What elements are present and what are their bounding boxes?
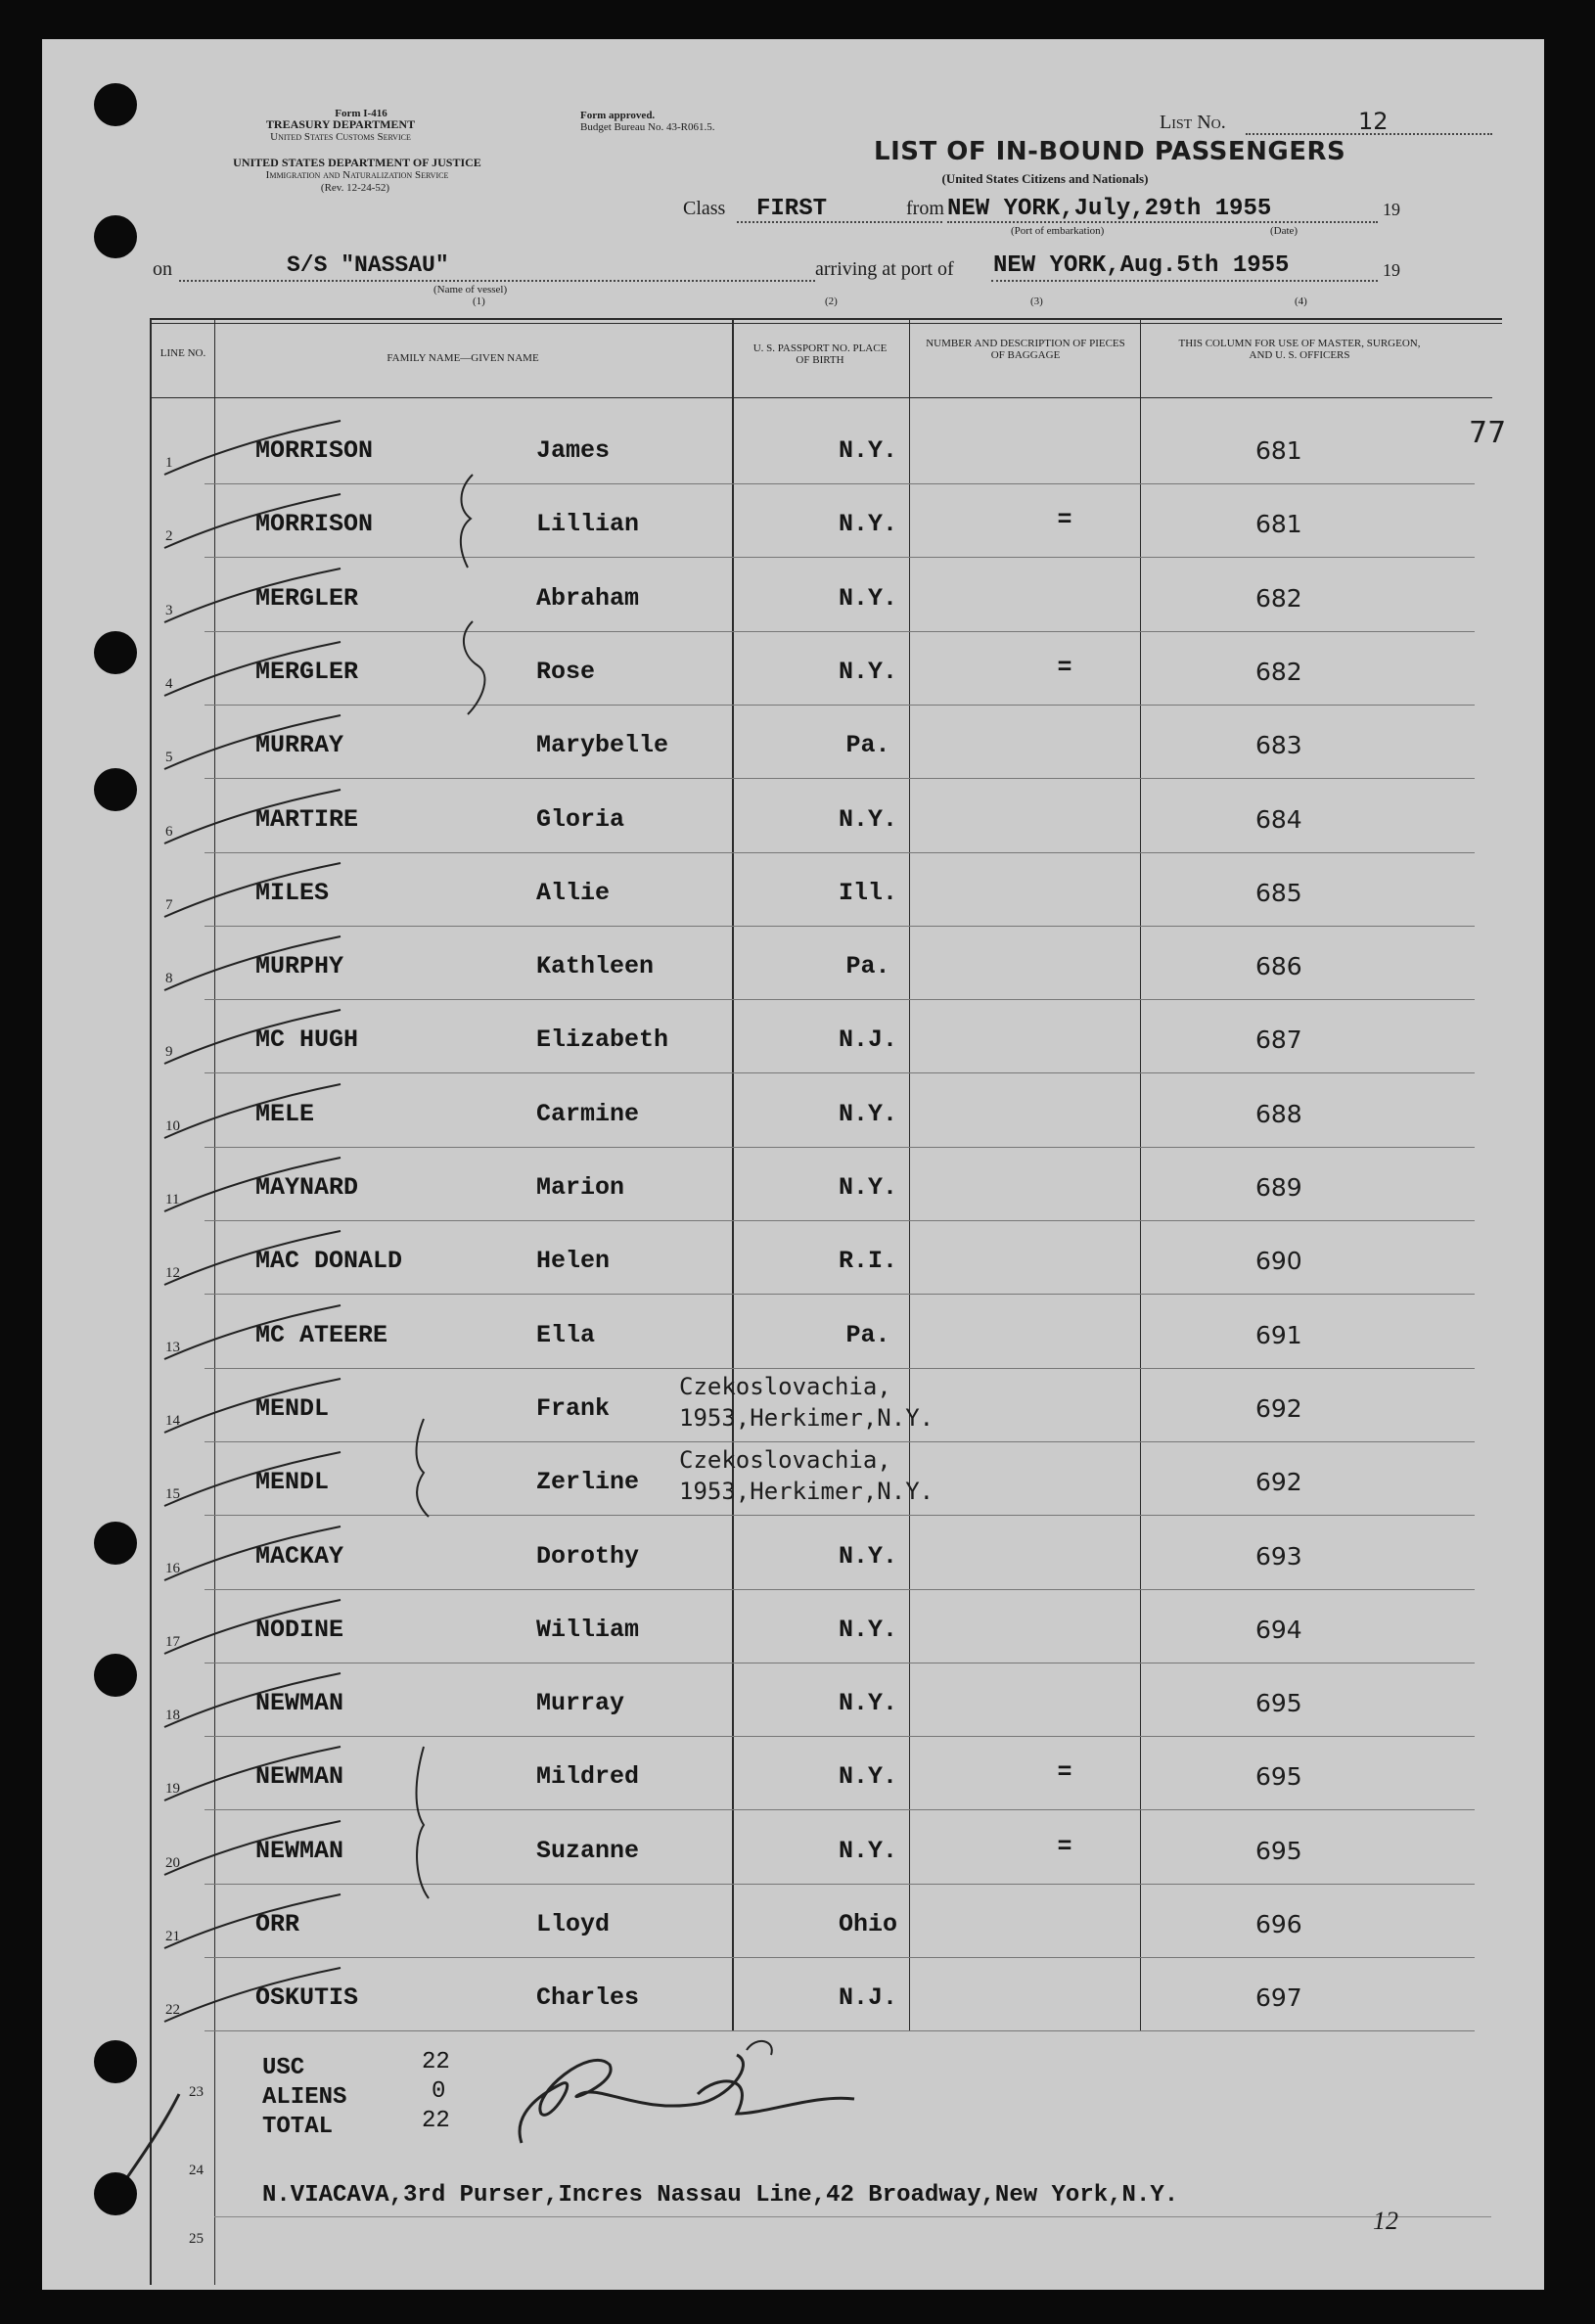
check-stroke (160, 1447, 345, 1516)
family-name: MURPHY (255, 952, 344, 981)
baggage-mark: = (1057, 506, 1072, 535)
line-number: 3 (165, 602, 173, 618)
binder-hole (94, 2172, 137, 2215)
line-number: 5 (165, 750, 173, 766)
given-name: Marybelle (536, 731, 669, 760)
line-number: 8 (165, 971, 173, 987)
check-stroke (160, 1005, 345, 1073)
officer-number: 692 (1255, 1393, 1302, 1423)
family-name: MAYNARD (255, 1173, 359, 1202)
given-name: William (536, 1615, 640, 1644)
given-name: Lillian (536, 510, 640, 539)
line-no-25: 25 (189, 2231, 204, 2247)
place-of-birth: Ill. (838, 878, 897, 907)
page-mark: 77 (1469, 416, 1507, 450)
usc-label: USC (262, 2055, 305, 2081)
bracket-morrison (453, 470, 492, 577)
vessel-name: S/S "NASSAU" (287, 252, 449, 278)
table-row (42, 1885, 1544, 1958)
aliens-value: 0 (432, 2078, 446, 2105)
place-of-birth: N.Y. (838, 804, 897, 834)
aliens-label: ALIENS (262, 2084, 347, 2111)
check-stroke (160, 1079, 345, 1148)
signature-scribble (502, 2026, 913, 2172)
table-row (42, 1221, 1544, 1295)
given-name: Elizabeth (536, 1025, 669, 1055)
family-name: NEWMAN (255, 1689, 344, 1718)
embark-caption: (Port of embarkation) (1011, 225, 1105, 237)
line-number: 17 (165, 1633, 180, 1650)
line-number: 18 (165, 1708, 180, 1724)
given-name: Allie (536, 878, 611, 907)
given-name: Helen (536, 1247, 611, 1276)
officer-number: 686 (1255, 952, 1302, 981)
given-name: Suzanne (536, 1836, 640, 1865)
place-of-birth: N.Y. (838, 510, 897, 539)
check-stroke (160, 785, 345, 853)
bracket-mendl (404, 1414, 443, 1522)
binder-hole (94, 83, 137, 126)
line-number: 14 (165, 1412, 180, 1429)
given-name: Mildred (536, 1762, 640, 1792)
family-name: MARTIRE (255, 804, 359, 834)
col-header-line-no: LINE NO. (160, 347, 206, 359)
place-of-birth: N.Y. (838, 583, 897, 613)
family-name: ORR (255, 1910, 300, 1938)
given-name: Abraham (536, 583, 640, 613)
col-header-baggage: NUMBER AND DESCRIPTION OF PIECES OF BAGGAGE (926, 338, 1125, 361)
officer-number: 682 (1255, 583, 1302, 613)
year-suffix-1: 19 (1383, 200, 1400, 219)
arriving-line (991, 280, 1378, 282)
family-name: MERGLER (255, 583, 359, 613)
place-of-birth: N.Y. (838, 657, 897, 686)
passenger-rows (42, 411, 1544, 2035)
place-of-birth: Ohio (838, 1910, 897, 1938)
line-number: 11 (165, 1192, 180, 1208)
usc-value: 22 (422, 2049, 450, 2075)
form-id: Form I-416 (335, 108, 387, 119)
line-number: 13 (165, 1339, 180, 1355)
treasury-label: TREASURY DEPARTMENT (265, 117, 416, 131)
table-row (42, 632, 1544, 706)
line-no-24: 24 (189, 2163, 204, 2178)
check-stroke (160, 416, 345, 484)
officer-number: 687 (1255, 1025, 1302, 1055)
line-number: 15 (165, 1486, 180, 1503)
given-name: Carmine (536, 1099, 640, 1128)
line-no-23: 23 (189, 2084, 204, 2100)
family-name: MORRISON (255, 510, 374, 539)
baggage-mark: = (1057, 1832, 1072, 1861)
header-bottom-rule (150, 397, 1492, 398)
family-name: MC HUGH (255, 1025, 359, 1055)
check-stroke (160, 564, 345, 632)
line-number: 22 (165, 2002, 180, 2019)
family-name: MORRISON (255, 436, 374, 465)
table-row (42, 559, 1544, 632)
from-value: NEW YORK,July,29th 1955 (947, 196, 1272, 222)
col4-num: (4) (1295, 296, 1307, 307)
given-name: Murray (536, 1689, 625, 1718)
col-header-officers: THIS COLUMN FOR USE OF MASTER, SURGEON, AND U. S. OFFICERS (1178, 338, 1421, 361)
given-name: Charles (536, 1983, 640, 2013)
baggage-mark: = (1057, 653, 1072, 682)
line-number: 7 (165, 896, 173, 913)
table-row (42, 411, 1544, 484)
given-name: Kathleen (536, 952, 655, 981)
family-name: MERGLER (255, 657, 359, 686)
check-stroke (160, 1522, 345, 1590)
on-label: on (153, 258, 172, 280)
form-approved: Form approved. (580, 110, 656, 121)
officer-number: 694 (1255, 1615, 1302, 1644)
family-name: NEWMAN (255, 1836, 344, 1865)
binder-hole (94, 2040, 137, 2083)
binder-hole (94, 768, 137, 811)
check-stroke (160, 1963, 345, 2031)
table-row (42, 1074, 1544, 1148)
place-of-birth: N.Y. (838, 1615, 897, 1644)
family-name: MACKAY (255, 1541, 344, 1571)
place-of-birth-line-2: 1953,Herkimer,N.Y. (679, 1478, 934, 1506)
check-stroke (160, 1226, 345, 1295)
table-row (42, 1442, 1544, 1516)
place-of-birth (679, 1444, 934, 1507)
officer-number: 695 (1255, 1836, 1302, 1865)
given-name: Rose (536, 657, 596, 686)
place-of-birth-line-1: Czekoslovachia, (679, 1372, 891, 1400)
bracket-newman (404, 1742, 443, 1903)
family-name: MC ATEERE (255, 1320, 388, 1349)
budget-bureau: Budget Bureau No. 43-R061.5. (580, 121, 715, 133)
baggage-mark: = (1057, 1758, 1072, 1788)
family-name: OSKUTIS (255, 1983, 359, 2013)
table-row (42, 1590, 1544, 1663)
officer-number: 691 (1255, 1320, 1302, 1349)
col3-num: (3) (1030, 296, 1043, 307)
place-of-birth: N.J. (838, 1025, 897, 1055)
purser-note: N.VIACAVA,3rd Purser,Incres Nassau Line,42 Broadway,New York,N.Y. (262, 2182, 1179, 2209)
place-of-birth: N.Y. (838, 1836, 897, 1865)
officer-number: 681 (1255, 510, 1302, 539)
family-name: MENDL (255, 1468, 330, 1497)
table-row (42, 1369, 1544, 1442)
place-of-birth: R.I. (838, 1247, 897, 1276)
officer-number: 683 (1255, 731, 1302, 760)
table-row (42, 780, 1544, 853)
line-number: 12 (165, 1265, 180, 1282)
line-number: 9 (165, 1044, 173, 1061)
line-number: 20 (165, 1854, 180, 1871)
corner-mark: 12 (1373, 2207, 1398, 2235)
class-value: FIRST (756, 196, 828, 222)
table-top-rule (150, 318, 1502, 320)
place-of-birth: Pa. (845, 952, 890, 981)
total-value: 22 (422, 2108, 450, 2134)
check-stroke (160, 932, 345, 1000)
from-label: from (906, 198, 944, 219)
check-stroke (160, 1890, 345, 1958)
given-name: Ella (536, 1320, 596, 1349)
total-label: TOTAL (262, 2114, 334, 2140)
place-of-birth: N.Y. (838, 1541, 897, 1571)
place-of-birth: N.Y. (838, 436, 897, 465)
officer-number: 685 (1255, 878, 1302, 907)
place-of-birth: N.Y. (838, 1173, 897, 1202)
given-name: Zerline (536, 1468, 640, 1497)
table-row (42, 1517, 1544, 1590)
check-stroke (160, 1153, 345, 1221)
check-stroke (160, 1300, 345, 1369)
place-of-birth: N.Y. (838, 1099, 897, 1128)
revision-label: (Rev. 12-24-52) (320, 182, 390, 194)
line-number: 10 (165, 1117, 180, 1134)
place-of-birth: Pa. (845, 1320, 890, 1349)
check-stroke (160, 637, 345, 706)
passenger-list-sheet (42, 39, 1544, 2290)
col2-num: (2) (825, 296, 838, 307)
check-stroke (160, 710, 345, 779)
line-number: 21 (165, 1929, 180, 1944)
officer-number: 692 (1255, 1468, 1302, 1497)
check-stroke (160, 1374, 345, 1442)
line-number: 16 (165, 1560, 180, 1576)
date-caption: (Date) (1270, 225, 1299, 237)
family-name: MENDL (255, 1393, 330, 1423)
binder-hole (94, 631, 137, 674)
vessel-num: (1) (473, 296, 485, 307)
vessel-line (179, 280, 815, 282)
table-row (42, 1296, 1544, 1369)
binder-hole (94, 215, 137, 258)
given-name: James (536, 436, 611, 465)
place-of-birth (679, 1371, 934, 1434)
place-of-birth: N.Y. (838, 1762, 897, 1792)
officer-number: 693 (1255, 1541, 1302, 1571)
check-stroke (160, 858, 345, 927)
table-row (42, 1663, 1544, 1737)
family-name: MELE (255, 1099, 315, 1128)
given-name: Frank (536, 1393, 611, 1423)
officer-number: 696 (1255, 1910, 1302, 1938)
place-of-birth: N.Y. (838, 1689, 897, 1718)
officer-number: 681 (1255, 436, 1302, 465)
officer-number: 690 (1255, 1247, 1302, 1276)
bracket-mergler (453, 616, 502, 724)
family-name: MURRAY (255, 731, 344, 760)
arriving-label: arriving at port of (815, 258, 954, 280)
family-name: NEWMAN (255, 1762, 344, 1792)
list-no-label: List No. (1160, 112, 1226, 133)
binder-hole (94, 1654, 137, 1697)
family-name: NODINE (255, 1615, 344, 1644)
check-stroke (160, 1742, 345, 1810)
form-subtitle: (United States Citizens and Nationals) (941, 171, 1149, 186)
list-no-value: 12 (1358, 108, 1389, 135)
line-number: 2 (165, 528, 173, 545)
class-label: Class (683, 198, 726, 219)
form-title: LIST OF IN-BOUND PASSENGERS (874, 137, 1346, 166)
place-of-birth-line-2: 1953,Herkimer,N.Y. (679, 1403, 934, 1432)
family-name: MAC DONALD (255, 1247, 403, 1276)
given-name: Gloria (536, 804, 625, 834)
officer-number: 688 (1255, 1099, 1302, 1128)
officer-number: 697 (1255, 1983, 1302, 2013)
binder-hole (94, 1522, 137, 1565)
line-number: 19 (165, 1781, 180, 1798)
officer-number: 682 (1255, 657, 1302, 686)
check-stroke (160, 1668, 345, 1737)
place-of-birth-line-1: Czekoslovachia, (679, 1446, 891, 1475)
justice-label: UNITED STATES DEPARTMENT OF JUSTICE (233, 156, 481, 169)
arriving-value: NEW YORK,Aug.5th 1955 (993, 252, 1290, 279)
customs-label: United States Customs Service (270, 131, 411, 143)
officer-number: 684 (1255, 804, 1302, 834)
table-row (42, 1958, 1544, 2031)
officer-number: 695 (1255, 1762, 1302, 1792)
given-name: Dorothy (536, 1541, 640, 1571)
table-row (42, 1148, 1544, 1221)
table-row (42, 1737, 1544, 1810)
officer-number: 695 (1255, 1689, 1302, 1718)
given-name: Lloyd (536, 1910, 611, 1938)
place-of-birth: N.J. (838, 1983, 897, 2013)
place-of-birth: Pa. (845, 731, 890, 760)
immigration-label: Immigration and Naturalization Service (265, 169, 449, 181)
table-row (42, 1000, 1544, 1073)
check-stroke (160, 1816, 345, 1885)
line-number: 1 (165, 455, 173, 471)
family-name: MILES (255, 878, 330, 907)
line-number: 4 (165, 675, 173, 692)
check-stroke (160, 489, 345, 558)
table-row (42, 927, 1544, 1000)
check-stroke (160, 1595, 345, 1663)
table-row (42, 484, 1544, 558)
table-row (42, 706, 1544, 779)
vessel-caption: (Name of vessel) (433, 284, 508, 296)
given-name: Marion (536, 1173, 625, 1202)
col-header-name: FAMILY NAME—GIVEN NAME (387, 352, 539, 364)
officer-number: 689 (1255, 1173, 1302, 1202)
table-row (42, 1811, 1544, 1885)
col-header-passport: U. S. PASSPORT NO. PLACE OF BIRTH (752, 342, 888, 366)
table-row (42, 853, 1544, 927)
year-suffix-2: 19 (1383, 260, 1400, 280)
line-number: 6 (165, 823, 173, 840)
